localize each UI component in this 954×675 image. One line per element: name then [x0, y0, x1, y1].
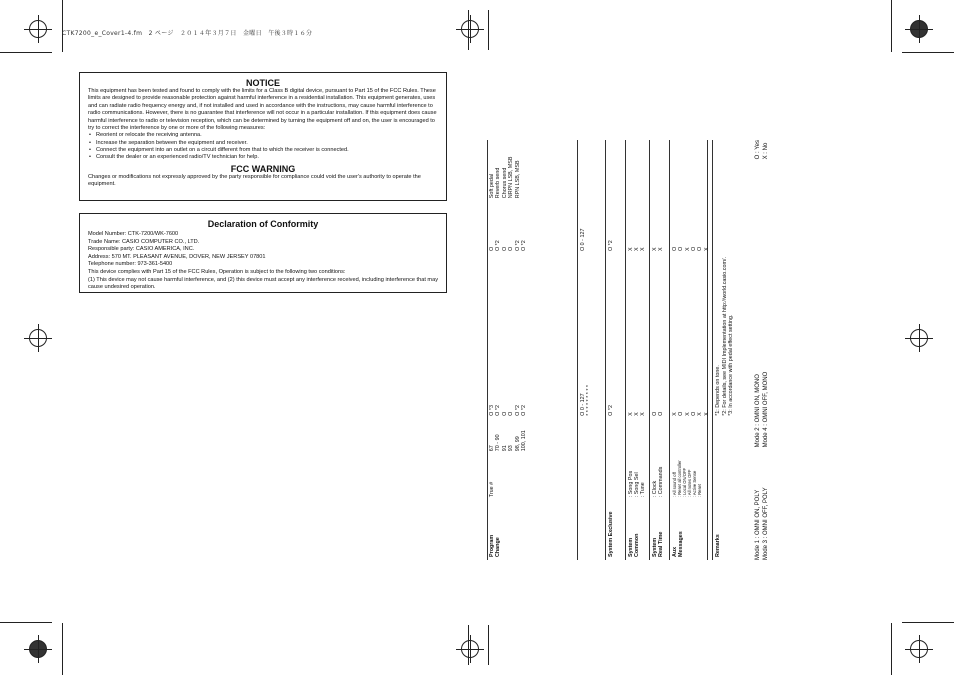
remarks-cell-text: RPN LSB, MSB: [514, 160, 521, 199]
transmitted-cell-text: X: [627, 412, 634, 416]
crop-line: [902, 52, 954, 53]
subfunction-cell-text: True #: [489, 481, 495, 498]
subfunction-cell-text: : Reset all controller: [676, 460, 682, 498]
table-row: [669, 140, 712, 560]
function-cell: [649, 500, 669, 560]
recognized-cell-text: O: [501, 246, 508, 252]
mode-label: Mode 2 : OMNI ON, MONO: [755, 374, 761, 448]
recognized-cell: [577, 201, 605, 254]
registration-mark: [910, 640, 928, 658]
recognized-cell-text: O: [508, 246, 515, 252]
value-cell-text: 91: [501, 445, 508, 452]
registration-mark: [910, 20, 928, 38]
transmitted-cell-text: O: [690, 411, 697, 416]
recognized-cell-text: O *2: [495, 240, 502, 252]
crop-line: [902, 622, 954, 623]
remarks-cell: [625, 140, 649, 201]
recognized-cell-text: X: [640, 247, 647, 252]
declaration-line: This device complies with Part 15 of the FCC Rules, Operation is subject to the following two conditions:: [88, 268, 346, 275]
declaration-title: Declaration of Conformity: [207, 219, 319, 229]
transmitted-cell: [669, 254, 712, 419]
declaration-line: Telephone number: 973-361-5400: [88, 261, 173, 268]
value-cell: [669, 419, 712, 454]
subfunction-cell: [625, 454, 649, 500]
recognized-cell-text: X: [658, 247, 665, 252]
print-header: CTK7200_e_Cover1-4.fm 2 ページ ２０１４年３月７日 金曜日 午後３時１６分: [62, 30, 313, 37]
recognized-cell-text: O: [678, 246, 685, 252]
function-cell-text: System: [627, 537, 634, 557]
recognized-cell-text: X: [627, 247, 634, 252]
recognized-cell: [669, 201, 712, 254]
recognized-cell-text: O 0 - 127: [579, 228, 586, 252]
value-cell: [625, 419, 649, 454]
crop-line: [488, 625, 489, 665]
crop-line: [62, 0, 63, 52]
transmitted-cell-text: O: [501, 411, 508, 416]
subfunction-cell-text: : Reset: [696, 483, 702, 498]
table-row: [625, 140, 649, 560]
value-cell-text: 93: [508, 445, 515, 452]
transmitted-cell: [487, 254, 577, 419]
recognized-cell: [605, 201, 625, 254]
recognized-cell: [487, 201, 577, 254]
value-cell: [487, 419, 577, 454]
transmitted-cell: [625, 254, 649, 419]
declaration-line: Responsible party: CASIO AMERICA, INC.: [88, 246, 195, 253]
value-cell-text: 70 - 90: [495, 434, 502, 452]
transmitted-cell: [605, 254, 625, 419]
function-cell: [605, 500, 625, 560]
recognized-cell-text: O: [690, 246, 697, 252]
measures-list: [88, 132, 438, 160]
declaration-line: Address: 570 MT. PLEASANT AVENUE, DOVER, NEW JERSEY 07801: [88, 253, 266, 260]
subfunction-cell-text: : Song Sel: [633, 472, 640, 498]
notice-body: This equipment has been tested and found to comply with the limits for a Class B digital device, pursuant to Part 15 of the FCC Rules. These limits are designed to provide reasonable protection against harmful interference in a residential installation. This equipment generates, uses and can radiate radio frequency energy and, if not installed and used in accordance with the instructions, may cause harmful interference to radio communications. However, there is no guarantee that interference will not occur in a particular installation. If this equipment does cause harmful interference to radio or television reception, which can be determined by turning the equipment off and on, the user is encouraged to try to correct the interference by one or more of the following measures:: [88, 88, 437, 132]
subfunction-cell-text: : All sound off: [671, 472, 677, 498]
transmitted-cell-text: *1: Depends on tone.: [715, 365, 722, 416]
subfunction-cell-text: : Commands: [658, 466, 665, 498]
subfunction-cell-text: : Clock: [651, 480, 658, 498]
value-cell: [649, 419, 669, 454]
crop-line: [488, 10, 489, 50]
function-cell-text: System: [651, 537, 658, 557]
recognized-cell-text: O: [489, 246, 495, 252]
declaration-line: Trade Name: CASIO COMPUTER CO., LTD.: [88, 238, 200, 245]
list-item: • Consult the dealer or an experienced radio/TV technician for help.: [96, 154, 438, 161]
remarks-cell: [577, 140, 605, 201]
subfunction-cell-text: : Local ON/OFF: [681, 467, 687, 498]
midi-implementation-table: [487, 140, 787, 560]
transmitted-cell-text: O *2: [607, 405, 614, 416]
transmitted-cell-text: * * * * * * * * *: [585, 384, 592, 416]
transmitted-cell-text: X: [684, 412, 691, 416]
mode-label: Mode 1 : OMNI ON, POLY: [755, 489, 761, 560]
registration-mark: [29, 329, 47, 347]
list-item: • Reorient or relocate the receiving antenna.: [96, 132, 438, 139]
recognized-cell-text: O: [697, 246, 704, 252]
recognized-cell-text: O *2: [521, 240, 528, 252]
transmitted-cell-text: O *2: [514, 405, 521, 416]
recognized-cell-text: X: [651, 247, 658, 252]
fcc-warning-title: FCC WARNING: [230, 163, 296, 174]
value-cell: [577, 419, 605, 454]
transmitted-cell-text: X: [633, 412, 640, 416]
value-cell-text: 98, 99: [514, 436, 521, 452]
remarks-cell-text: Soft pedal: [489, 173, 495, 199]
declaration-box: [79, 213, 447, 293]
registration-mark: [29, 20, 47, 38]
subfunction-cell: [669, 454, 712, 500]
recognized-cell-text: O *2: [607, 240, 614, 252]
crop-line: [0, 622, 52, 623]
transmitted-cell: [577, 254, 605, 419]
recognized-cell-text: O *2: [514, 240, 521, 252]
remarks-cell: [605, 140, 625, 201]
recognized-cell: [649, 201, 669, 254]
mode-label: Mode 3 : OMNI OFF, POLY: [762, 487, 769, 560]
transmitted-cell-text: *3: In accordance with pedal effect setting.: [727, 314, 734, 416]
mode-legend: [755, 140, 805, 560]
table-row: [577, 140, 605, 560]
function-cell-text: Remarks: [715, 534, 722, 557]
subfunction-cell: [649, 454, 669, 500]
recognized-cell-text: X: [684, 247, 691, 252]
remarks-cell-text: Chorus send: [501, 167, 508, 199]
crop-line: [62, 623, 63, 675]
value-cell-text: 67: [489, 445, 495, 452]
table-row: [605, 140, 625, 560]
subfunction-cell-text: : All notes OFF: [686, 469, 692, 498]
function-cell: [487, 500, 577, 560]
remarks-cell-text: NRPN LSB, MSB: [508, 156, 515, 199]
transmitted-cell-text: O 0 - 127: [579, 393, 586, 416]
subfunction-cell: [577, 454, 605, 500]
value-cell: [605, 419, 625, 454]
notice-box: [79, 72, 447, 201]
subfunction-cell: [487, 454, 577, 500]
table-row: [487, 140, 577, 560]
remarks-cell: [649, 140, 669, 201]
transmitted-cell-text: O: [658, 411, 665, 416]
subfunction-cell-text: : Song Pos: [627, 470, 634, 498]
function-cell-text: Common: [633, 533, 640, 557]
transmitted-cell-text: X: [703, 412, 710, 416]
transmitted-cell-text: O: [651, 411, 658, 416]
crop-line: [0, 52, 52, 53]
registration-mark: [461, 640, 479, 658]
legend-yes: O : Yes: [755, 140, 761, 160]
remarks-cell-text: Reverb send: [495, 167, 502, 199]
transmitted-cell-text: O: [678, 411, 685, 416]
subfunction-cell: [605, 454, 625, 500]
value-cell-text: 100, 101: [521, 430, 528, 452]
recognized-cell-text: X: [703, 247, 710, 252]
function-cell-text: System Exclusive: [607, 511, 614, 557]
mode-label: Mode 4 : OMNI OFF, MONO: [762, 371, 769, 448]
crop-line: [468, 10, 469, 50]
transmitted-cell-text: O *2: [495, 405, 502, 416]
transmitted-cell-text: O *3: [489, 405, 495, 416]
table-row: [649, 140, 669, 560]
recognized-cell-text: X: [633, 247, 640, 252]
transmitted-cell-text: *2: For details, see MIDI Implementation at http://world.casio.com/.: [721, 257, 728, 416]
subfunction-cell-text: : Active Sense: [691, 470, 697, 498]
function-cell: [577, 500, 605, 560]
transmitted-cell-text: X: [640, 412, 647, 416]
function-cell-text: Change: [495, 537, 502, 557]
function-cell: [625, 500, 649, 560]
list-item: • Increase the separation between the equipment and receiver.: [96, 140, 438, 147]
recognized-cell: [625, 201, 649, 254]
transmitted-cell-text: O *2: [521, 405, 528, 416]
crop-line: [891, 623, 892, 675]
registration-mark: [461, 20, 479, 38]
function-cell-text: Aux: [671, 546, 678, 557]
transmitted-cell-text: X: [671, 412, 678, 416]
fcc-warning-body: Changes or modifications not expressly approved by the party responsible for compliance could void the user's authority to operate the equipment.: [88, 173, 421, 188]
transmitted-cell-text: O: [508, 411, 515, 416]
recognized-cell-text: O: [671, 246, 678, 252]
registration-mark: [29, 640, 47, 658]
transmitted-cell-text: X: [697, 412, 704, 416]
subfunction-cell-text: : Tune: [640, 482, 647, 498]
crop-line: [468, 625, 469, 665]
function-cell: [669, 500, 712, 560]
declaration-line: Model Number: CTK-7200/WK-7600: [88, 231, 179, 237]
function-cell-text: Real Time: [658, 531, 665, 557]
function-cell-text: Messages: [678, 531, 685, 557]
remarks-cell: [487, 140, 577, 201]
notice-title: NOTICE: [245, 78, 280, 88]
transmitted-cell: [649, 254, 669, 419]
remarks-cell: [669, 140, 712, 201]
function-cell-text: Program: [489, 534, 495, 557]
declaration-line: (1) This device may not cause harmful interference, and (2) this device must accept any interference received, including interference that may cause undesired operation.: [88, 276, 438, 291]
crop-line: [891, 0, 892, 52]
legend-no: X : No: [762, 142, 769, 160]
registration-mark: [910, 329, 928, 347]
list-item: • Connect the equipment into an outlet on a circuit different from that to which the receiver is connected.: [96, 147, 438, 154]
